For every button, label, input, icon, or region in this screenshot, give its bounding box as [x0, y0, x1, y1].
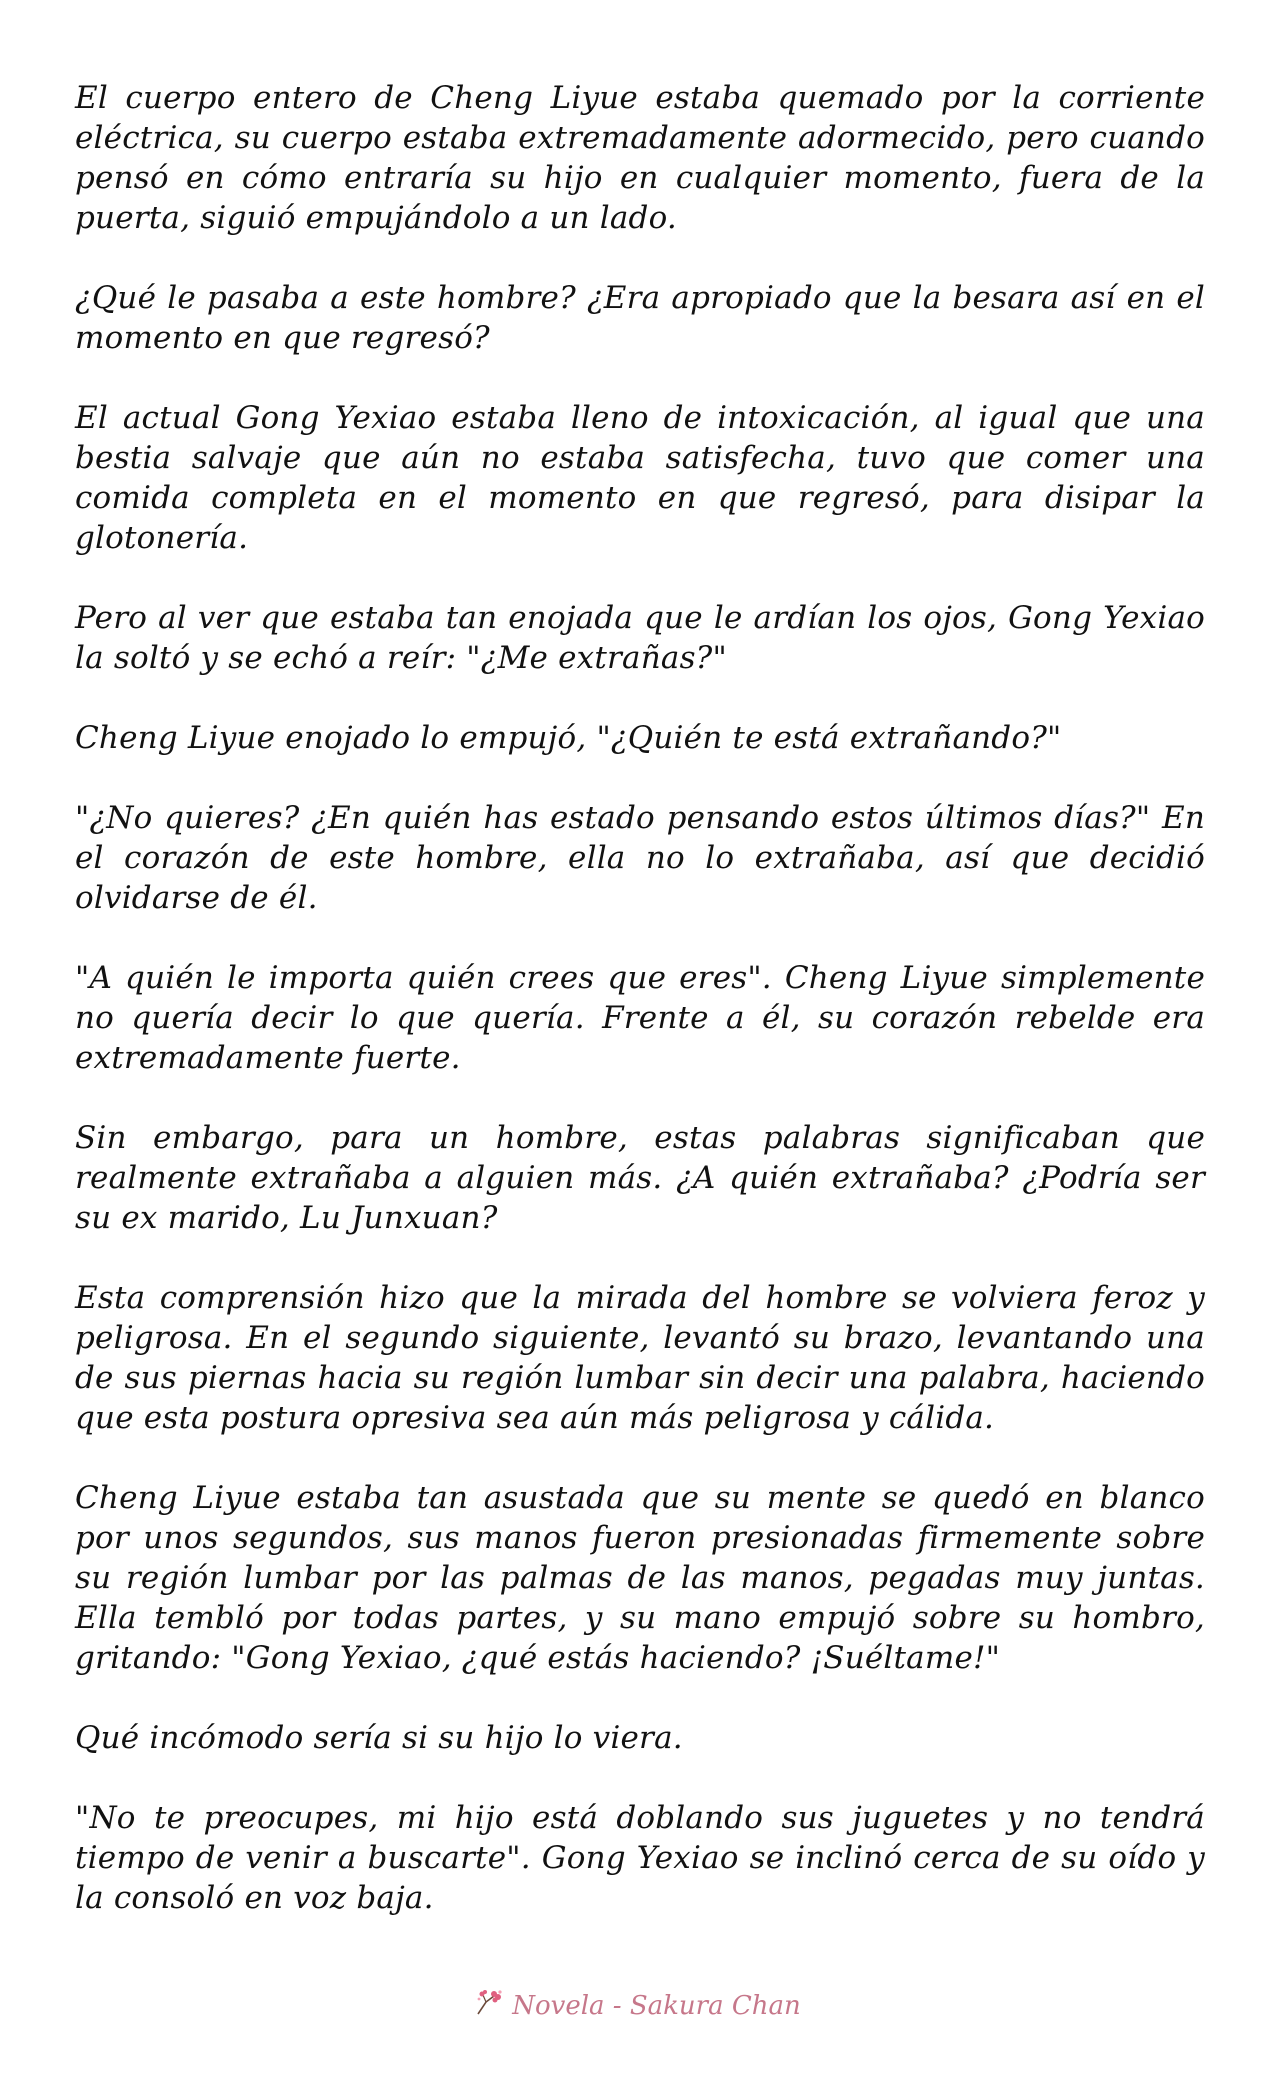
- paragraph-1: El cuerpo entero de Cheng Liyue estaba quemado por la corriente eléctrica, su cuerpo estaba extremadamente adormecido, pero cuando pensó en cómo entraría su hijo en cualquier momento, fuera de la puerta, siguió empujándolo a un lado.: [75, 80, 1205, 236]
- paragraph-8: Sin embargo, para un hombre, estas palabras significaban que realmente extrañaba a alguien más. ¿A quién extrañaba? ¿Podría ser su ex marido, Lu Junxuan?: [75, 1120, 1205, 1236]
- sakura-flower-icon: [474, 1988, 504, 2018]
- paragraph-2: ¿Qué le pasaba a este hombre? ¿Era apropiado que la besara así en el momento en que regresó?: [75, 280, 1205, 356]
- footer-watermark: [0, 1988, 1275, 2021]
- paragraph-12: "No te preocupes, mi hijo está doblando sus juguetes y no tendrá tiempo de venir a buscarte". Gong Yexiao se inclinó cerca de su oído y la consoló en voz baja.: [75, 1800, 1205, 1916]
- paragraph-3: El actual Gong Yexiao estaba lleno de intoxicación, al igual que una bestia salvaje que aún no estaba satisfecha, tuvo que comer una comida completa en el momento en que regresó, para disipar la glotonería.: [75, 400, 1205, 556]
- paragraph-5: Cheng Liyue enojado lo empujó, "¿Quién te está extrañando?": [75, 720, 1062, 756]
- paragraph-9: Esta comprensión hizo que la mirada del hombre se volviera feroz y peligrosa. En el segundo siguiente, levantó su brazo, levantando una de sus piernas hacia su región lumbar sin decir una palabra, haciendo que esta postura opresiva sea aún más peligrosa y cálida.: [75, 1280, 1205, 1436]
- paragraph-4: Pero al ver que estaba tan enojada que le ardían los ojos, Gong Yexiao la soltó y se echó a reír: "¿Me extrañas?": [75, 600, 1205, 676]
- paragraph-11: Qué incómodo sería si su hijo lo viera.: [75, 1720, 683, 1756]
- footer-text: Novela - Sakura Chan: [512, 1991, 801, 2021]
- paragraph-7: "A quién le importa quién crees que eres". Cheng Liyue simplemente no quería decir lo que quería. Frente a él, su corazón rebelde era extremadamente fuerte.: [75, 960, 1205, 1076]
- paragraph-6: "¿No quieres? ¿En quién has estado pensando estos últimos días?" En el corazón de este hombre, ella no lo extrañaba, así que decidió olvidarse de él.: [75, 800, 1205, 916]
- paragraph-10: Cheng Liyue estaba tan asustada que su mente se quedó en blanco por unos segundos, sus manos fueron presionadas firmemente sobre su región lumbar por las palmas de las manos, pegadas muy juntas. Ella tembló por todas partes, y su mano empujó sobre su hombro, gritando: "Gong Yexiao, ¿qué estás haciendo? ¡Suéltame!": [75, 1480, 1205, 1676]
- document-body: [75, 78, 1205, 1958]
